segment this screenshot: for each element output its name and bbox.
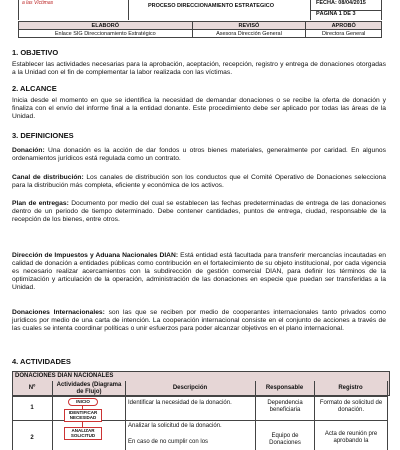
approval-header-reviso: REVISÓ: [192, 22, 306, 30]
section-title-objetivo: 1. OBJETIVO: [12, 48, 59, 57]
definition-canal: [12, 174, 386, 190]
document-header: [18, 0, 382, 20]
row-number: 2: [30, 435, 34, 441]
activities-table: [12, 371, 388, 450]
section-title-alcance: 2. ALCANCE: [12, 84, 57, 93]
row-number: 1: [30, 405, 34, 411]
row-responsible: Equipo de Donaciones: [269, 433, 301, 446]
definition-term: Donación:: [12, 147, 45, 154]
activities-table-title: DONACIONES DIAN NACIONALES: [12, 371, 390, 382]
column-header-record: Registro: [338, 385, 363, 391]
column-header-description: Descripción: [172, 385, 208, 391]
column-header-num: Nº: [28, 385, 36, 391]
page-number: PÁGINA 1 DE 3: [316, 11, 356, 17]
approval-table: [18, 21, 382, 38]
process-title: PROCESO DIRECCIONAMIENTO ESTRATEGICO: [148, 3, 275, 9]
header-divider: [18, 0, 19, 20]
logo-text: a las Víctimas: [22, 0, 54, 6]
definition-internacionales: [12, 309, 386, 333]
section-title-definiciones: 3. DEFINICIONES: [12, 131, 74, 140]
table-gridline: [52, 381, 53, 450]
definition-text: son las que se reciben por medio de cooperantes internacionales tanto privados como jurídicos por medio de una carta de intención. La cooperación internacional consiste en el conjunto de acciones a través de las cuales se intenta coordinar políticas o unir esfuerzos para poder alcanzar objetivos en el plano internacional.: [12, 309, 386, 332]
definition-plan: [12, 200, 386, 224]
definition-donacion: [12, 147, 386, 163]
approval-value-reviso: Asesora Dirección General: [192, 30, 306, 38]
document-date: FECHA: 08/04/2015: [316, 0, 366, 6]
definition-dian: [12, 252, 386, 292]
header-divider: [310, 10, 382, 11]
approval-value-aprobo: Directora General: [306, 30, 382, 38]
definition-term: Dirección de Impuestos y Aduana Nacionales DIAN:: [12, 252, 179, 259]
section-text-objetivo: Establecer las actividades necesarias para la aprobación, aceptación, recepción, registro y entrega de donaciones otorgadas a la Unidad con el fin de complementar la labor realizada con las víctimas.: [12, 61, 386, 76]
approval-value-elaboro: Enlace SIG Direccionamiento Estratégico: [19, 30, 193, 38]
header-divider: [128, 0, 129, 20]
row-responsible: Dependencia beneficiaria: [267, 400, 303, 413]
table-gridline: [387, 381, 388, 450]
row-record: Acta de reunión pre aprobando la: [324, 431, 378, 444]
section-title-actividades: 4. ACTIVIDADES: [12, 357, 71, 366]
row-description-continued: En caso de no cumplir con los: [128, 439, 209, 445]
flow-process-node: IDENTIFICAR NECESIDAD: [64, 409, 102, 422]
table-gridline: [12, 381, 13, 450]
approval-header-aprobo: APROBÓ: [306, 22, 382, 30]
flow-start-node: INICIO: [68, 398, 98, 406]
row-record: Formato de solicitud de donación.: [319, 400, 383, 413]
column-header-responsible: Responsable: [265, 385, 304, 391]
table-gridline: [12, 396, 388, 397]
column-header-activities: Actividades (Diagrama de Flujo): [56, 382, 122, 395]
definition-text: Está entidad está facultada para transferir mercancías incautadas en calidad de donación a entidades públicas como contribución en el fortalecimiento de su objeto institucional, por cada vigencia es necesario realizar acercamientos con la subdirección de gestión comercial DIAN, para definir los términos de la optimización y articulación de la operación, administración de las donaciones en especie que puedan ser transferidas a la Unidad.: [12, 252, 386, 291]
definition-text: Una donación es la acción de dar fondos u otros bienes materiales, generalmente por caridad. En algunos ordenamientos jurídicos está regulada como un contrato.: [12, 147, 386, 162]
definition-term: Donaciones Internacionales:: [12, 309, 105, 316]
definition-term: Plan de entregas:: [12, 200, 69, 207]
approval-header-elaboro: ELABORÓ: [19, 22, 193, 30]
definition-text: Documento por medio del cual se establecen las fechas predeterminadas de entrega de las donaciones dentro de un periodo de tiempo determinado. Debe contener cantidades, puntos de entrega, ciudad, responsable de la recepción de los bienes, entre otros.: [12, 200, 387, 223]
section-text-alcance: Inicia desde el momento en que se identifica la necesidad de demandar donaciones o se recibe la oferta de donación y finaliza con el envío del informe final a la entidad donante. Este procedimiento debe ser aplicado por todas las áreas de la Unidad.: [12, 97, 386, 120]
row-description: Analizar la solicitud de la donación.: [128, 423, 222, 429]
definition-text: Los canales de distribución son los conductos que el Comité Operativo de Donaciones selecciona para la distribución más completa, eficiente y económica de los activos.: [12, 174, 386, 189]
flow-process-node: ANALIZAR SOLICITUD: [64, 427, 102, 440]
row-description: Identificar la necesidad de la donación.: [128, 400, 232, 406]
definition-term: Canal de distribución:: [12, 174, 84, 181]
